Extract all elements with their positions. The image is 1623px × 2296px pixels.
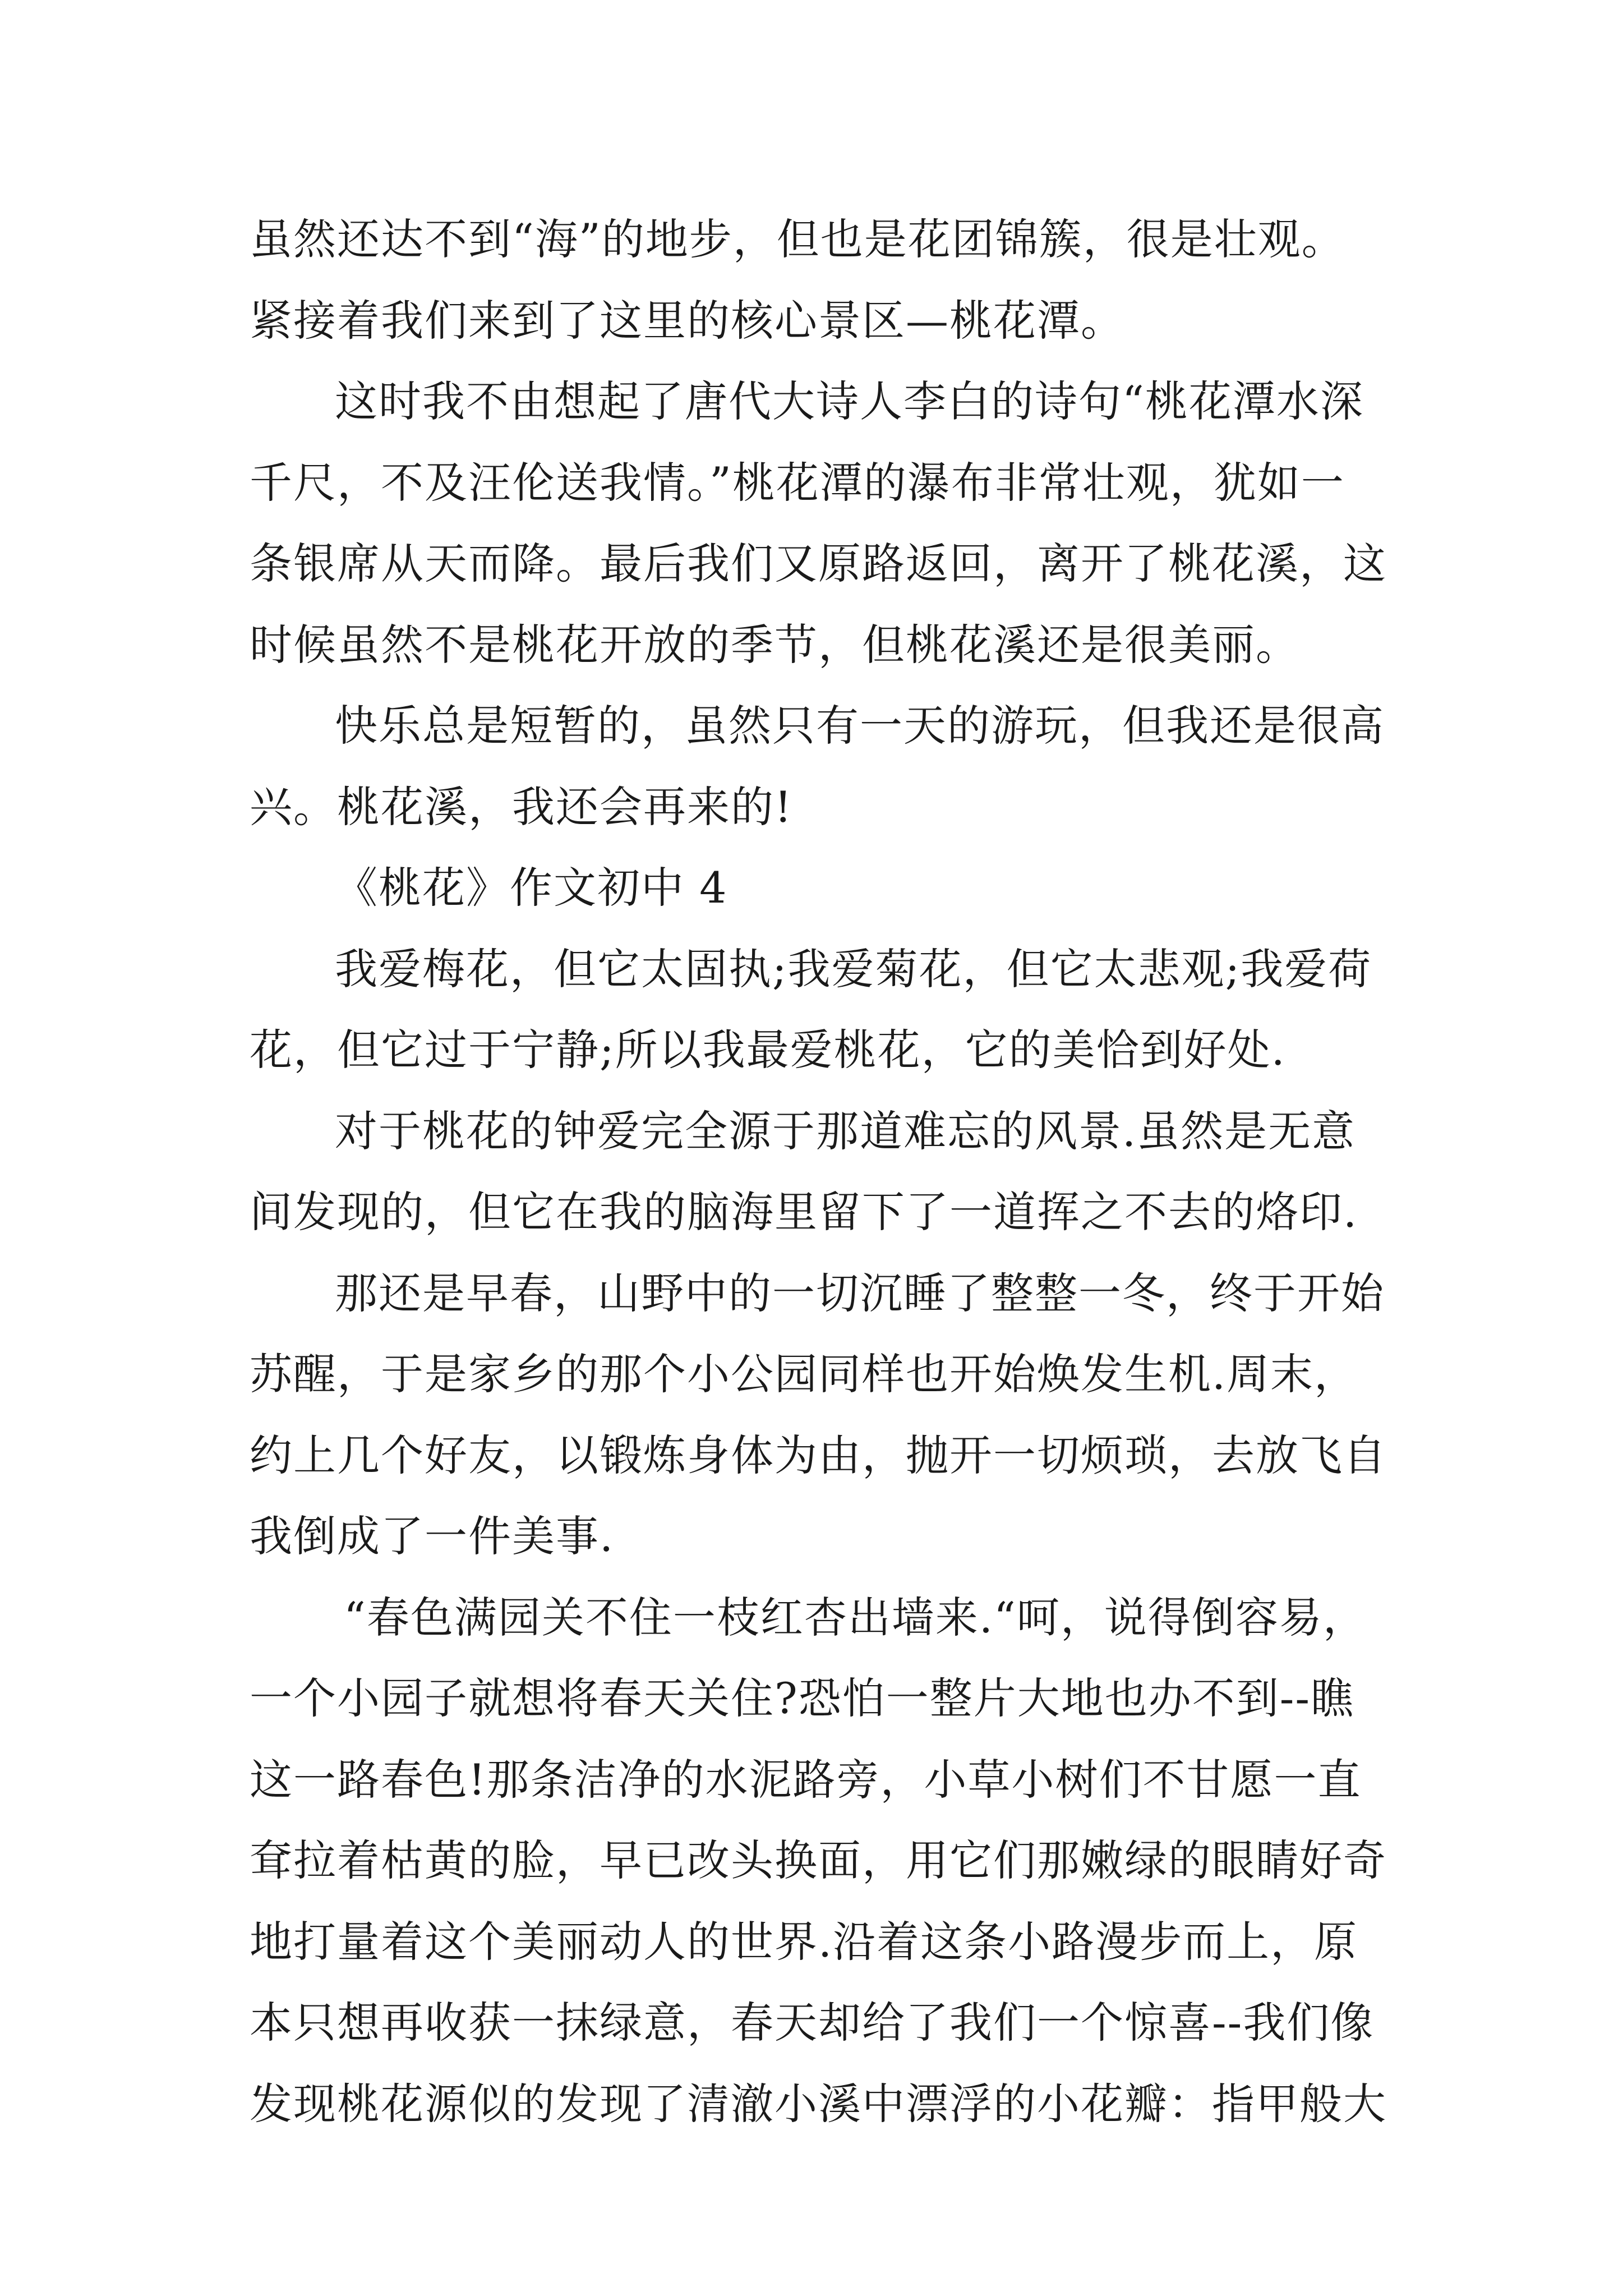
- text-line: 条银席从天而降。最后我们又原路返回，离开了桃花溪，这: [250, 539, 1387, 588]
- paragraph-start-line: 快乐总是短暂的，虽然只有一天的游玩，但我还是很高: [335, 701, 1385, 751]
- text-line: 时候虽然不是桃花开放的季节，但桃花溪还是很美丽。: [250, 619, 1299, 670]
- text-line: 耷拉着枯黄的脸，早已改头换面，用它们那嫩绿的眼睛好奇: [250, 1835, 1387, 1885]
- paragraph-start-line: 这时我不由想起了唐代大诗人李白的诗句“桃花潭水深: [335, 376, 1364, 426]
- document-body: [250, 199, 1388, 2145]
- paragraph-start-line: 那还是早春，山野中的一切沉睡了整整一冬，终于开始: [335, 1268, 1385, 1318]
- text-line: 一个小园子就想将春天关住?恐怕一整片大地也办不到--瞧: [250, 1673, 1355, 1723]
- text-line: 千尺，不及汪伦送我情。”桃花潭的瀑布非常壮观，犹如一: [250, 457, 1345, 508]
- text-line: 发现桃花源似的发现了清澈小溪中漂浮的小花瓣：指甲般大: [250, 2078, 1387, 2129]
- text-line: 这一路春色!那条洁净的水泥路旁，小草小树们不甘愿一直: [250, 1754, 1362, 1805]
- paragraph-start-line: “春色满园关不住一枝红杏出墙来.“呵，说得倒容易，: [344, 1592, 1367, 1642]
- text-line: 苏醒，于是家乡的那个小公园同样也开始焕发生机.周末，: [250, 1349, 1358, 1399]
- paragraph-start-line: 我爱梅花，但它太固执;我爱菊花，但它太悲观;我爱荷: [335, 944, 1372, 994]
- text-line: 约上几个好友，以锻炼身体为由，抛开一切烦琐，去放飞自: [250, 1430, 1387, 1480]
- paragraph-start-line: 对于桃花的钟爱完全源于那道难忘的风景.虽然是无意: [335, 1106, 1356, 1156]
- text-line: 虽然还达不到“海”的地步，但也是花团锦簇，很是壮观。: [250, 214, 1345, 264]
- text-line: 我倒成了一件美事.: [250, 1511, 615, 1561]
- text-line: 地打量着这个美丽动人的世界.沿着这条小路漫步而上，原: [250, 1916, 1358, 1967]
- text-line: 花，但它过于宁静;所以我最爱桃花，它的美恰到好处.: [250, 1025, 1286, 1075]
- text-line: 间发现的，但它在我的脑海里留下了一道挥之不去的烙印.: [250, 1187, 1358, 1237]
- text-line: 紧接着我们来到了这里的核心景区—桃花潭。: [250, 295, 1124, 346]
- text-line: 兴。桃花溪，我还会再来的!: [250, 781, 793, 832]
- text-line: 本只想再收获一抹绿意，春天却给了我们一个惊喜--我们像: [250, 1998, 1375, 2047]
- section-heading: 《桃花》作文初中 4: [335, 863, 728, 913]
